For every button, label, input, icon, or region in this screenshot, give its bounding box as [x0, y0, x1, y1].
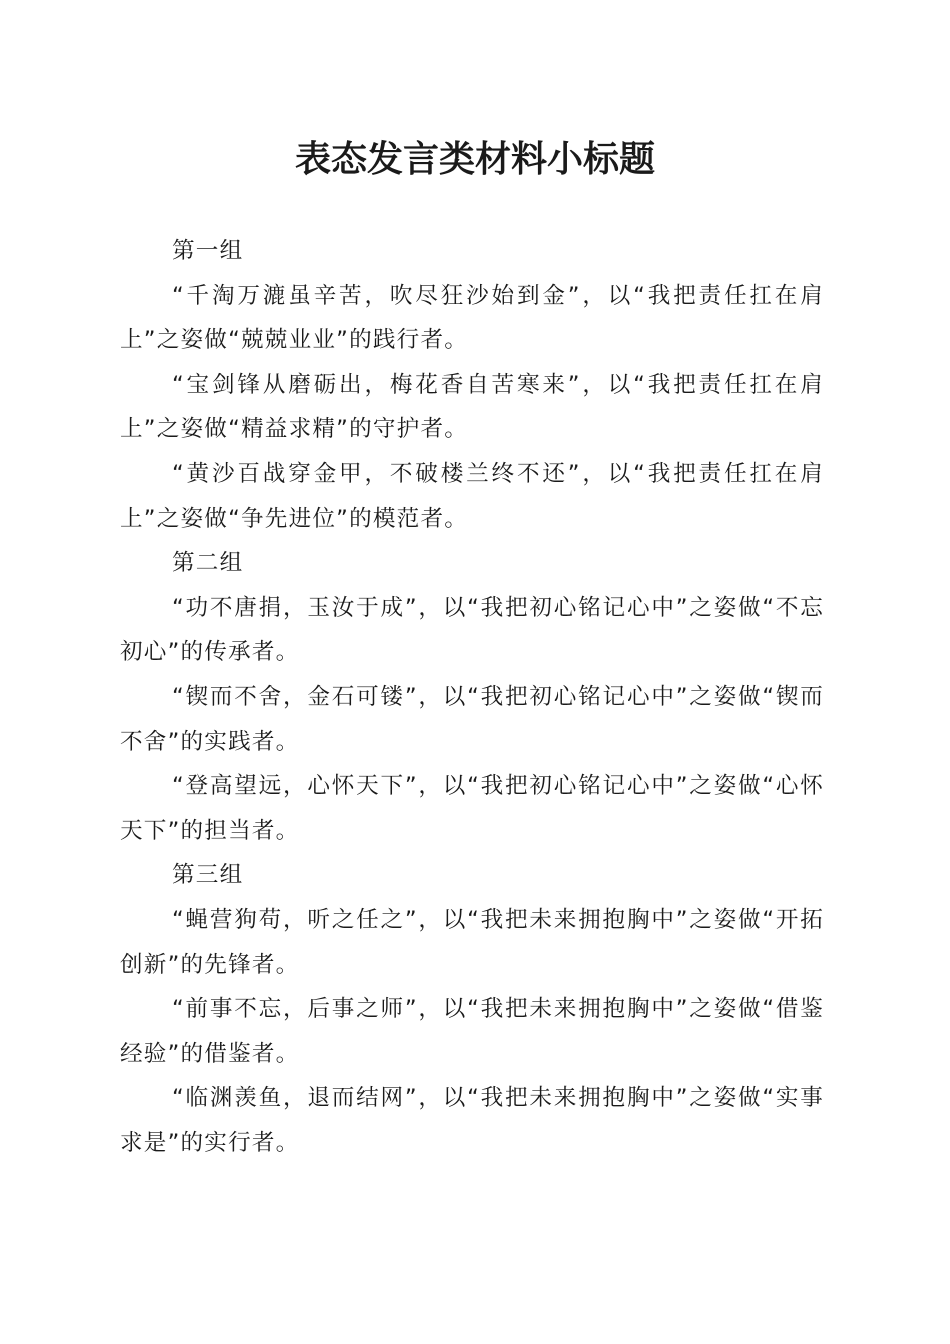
group-heading: 第二组	[172, 550, 244, 577]
group-1	[120, 229, 824, 541]
group-2	[120, 541, 824, 853]
group-heading: 第三组	[172, 862, 244, 889]
group-3	[120, 853, 824, 1165]
paragraph: “千淘万漉虽辛苦，吹尽狂沙始到金”，以“我把责任扛在肩上”之姿做“兢兢业业”的践行者。	[120, 282, 824, 354]
paragraph: “黄沙百战穿金甲，不破楼兰终不还”，以“我把责任扛在肩上”之姿做“争先进位”的模范者。	[120, 460, 824, 532]
paragraph: “宝剑锋从磨砺出，梅花香自苦寒来”，以“我把责任扛在肩上”之姿做“精益求精”的守护者。	[120, 371, 824, 443]
group-heading: 第一组	[172, 238, 244, 264]
paragraph: “蝇营狗苟，听之任之”，以“我把未来拥抱胸中”之姿做“开拓创新”的先锋者。	[120, 906, 824, 978]
paragraph: “登高望远，心怀天下”，以“我把初心铭记心中”之姿做“心怀天下”的担当者。	[120, 773, 824, 844]
document-title: 表态发言类材料小标题	[294, 138, 655, 180]
paragraph: “锲而不舍，金石可镂”，以“我把初心铭记心中”之姿做“锲而不舍”的实践者。	[120, 683, 824, 755]
document-body	[120, 229, 824, 1165]
paragraph: “临渊羡鱼，退而结网”，以“我把未来拥抱胸中”之姿做“实事求是”的实行者。	[120, 1085, 824, 1156]
paragraph: “前事不忘，后事之师”，以“我把未来拥抱胸中”之姿做“借鉴经验”的借鉴者。	[120, 996, 824, 1067]
paragraph: “功不唐捐，玉汝于成”，以“我把初心铭记心中”之姿做“不忘初心”的传承者。	[120, 594, 824, 666]
